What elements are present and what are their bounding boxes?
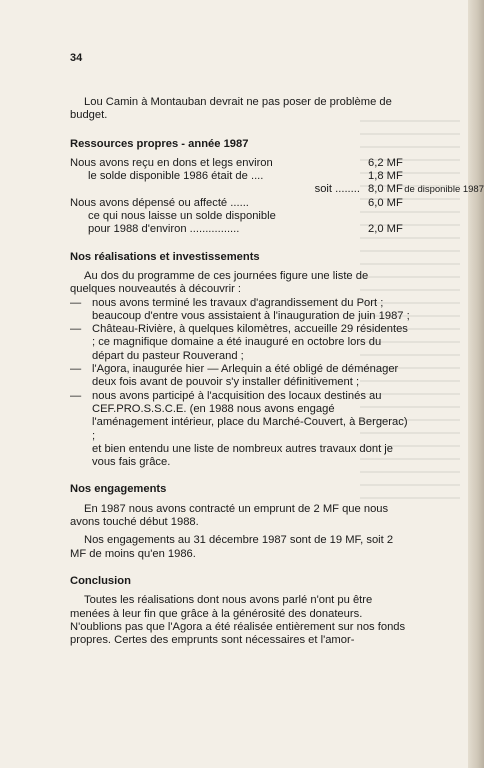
ledger-value: 2,0 MF: [368, 223, 403, 236]
margin-note: de disponible 1987: [404, 184, 484, 196]
list-item-text: nous avons terminé les travaux d'agrandissement du Port ; beaucoup d'entre vous assistaient à l'inauguration de juin 1987 ;: [92, 296, 410, 322]
page-binding-edge: [468, 0, 484, 768]
page-number: 34: [70, 52, 83, 64]
realisations-intro: Au dos du programme de ces journées figure une liste de quelques nouveautés à découvrir :: [70, 269, 369, 296]
realisations-list: [70, 297, 412, 443]
ledger-value: 6,0 MF: [368, 196, 403, 209]
dash-bullet: —: [70, 363, 82, 376]
ledger-label: Nous avons reçu en dons et legs environ: [70, 156, 273, 169]
list-item: [70, 297, 412, 324]
list-item-text: nous avons participé à l'acquisition des locaux destinés au CEF.PRO.S.S.C.E. (en 1988 nous avons engagé l'aménagement intérieur, place du Marché-Couvert, à Bergerac) ;: [92, 389, 408, 442]
ledger-row: [70, 197, 412, 210]
section-heading-engagements: Nos engagements: [70, 483, 167, 496]
section-heading-realisations: Nos réalisations et investissements: [70, 250, 260, 263]
ledger-row: [70, 170, 412, 183]
list-item: [70, 323, 412, 363]
ledger-row: [70, 157, 412, 170]
dash-bullet: —: [70, 296, 82, 309]
list-item-text: l'Agora, inaugurée hier — Arlequin a été obligé de déménager deux fois avant de pouvoir s'y installer définitivement ;: [92, 363, 399, 389]
list-item-text: Château-Rivière, à quelques kilomètres, accueille 29 résidentes ; ce magnifique domaine a été inauguré en octobre lors du départ du pasteur Rouverand ;: [92, 323, 408, 362]
ledger-row: [70, 183, 484, 196]
ledger-row: [70, 210, 412, 223]
engagements-paragraph: Nos engagements au 31 décembre 1987 sont de 19 MF, soit 2 MF de moins qu'en 1986.: [70, 534, 394, 560]
ledger-row: [70, 223, 412, 236]
section-heading-conclusion: Conclusion: [70, 574, 131, 587]
conclusion-paragraph: Toutes les réalisations dont nous avons parlé n'ont pu être menées à leur fin que grâce à la générosité des donateurs. N'oublions pas que l'Agora a été réalisée entièrement sur nos fonds propres. Certes des emprunts sont nécessaires et l'amor-: [70, 594, 406, 647]
realisations-closing: et bien entendu une liste de nombreux autres travaux dont je vous fais grâce.: [92, 442, 394, 469]
ledger-label: pour 1988 d'environ ................: [88, 223, 240, 236]
ledger-value: 8,0 MF: [368, 183, 403, 196]
dash-bullet: —: [70, 323, 82, 336]
ledger-label: Nous avons dépensé ou affecté ......: [70, 196, 249, 209]
page-body: [70, 96, 484, 647]
ledger-value: 1,8 MF: [368, 170, 403, 183]
ledger-value: 6,2 MF: [368, 156, 403, 169]
list-item: [70, 363, 412, 390]
intro-paragraph: Lou Camin à Montauban devrait ne pas poser de problème de budget.: [70, 96, 392, 122]
ledger-label: soit ........: [314, 183, 360, 196]
ledger-label: ce qui nous laisse un solde disponible: [88, 210, 276, 223]
dash-bullet: —: [70, 389, 82, 402]
list-item: [70, 390, 412, 443]
ledger-label: le solde disponible 1986 était de ....: [88, 170, 264, 183]
ressources-ledger: [70, 156, 484, 237]
engagements-paragraph: En 1987 nous avons contracté un emprunt de 2 MF que nous avons touché début 1988.: [70, 502, 389, 529]
section-heading-ressources: Ressources propres - année 1987: [70, 137, 249, 150]
